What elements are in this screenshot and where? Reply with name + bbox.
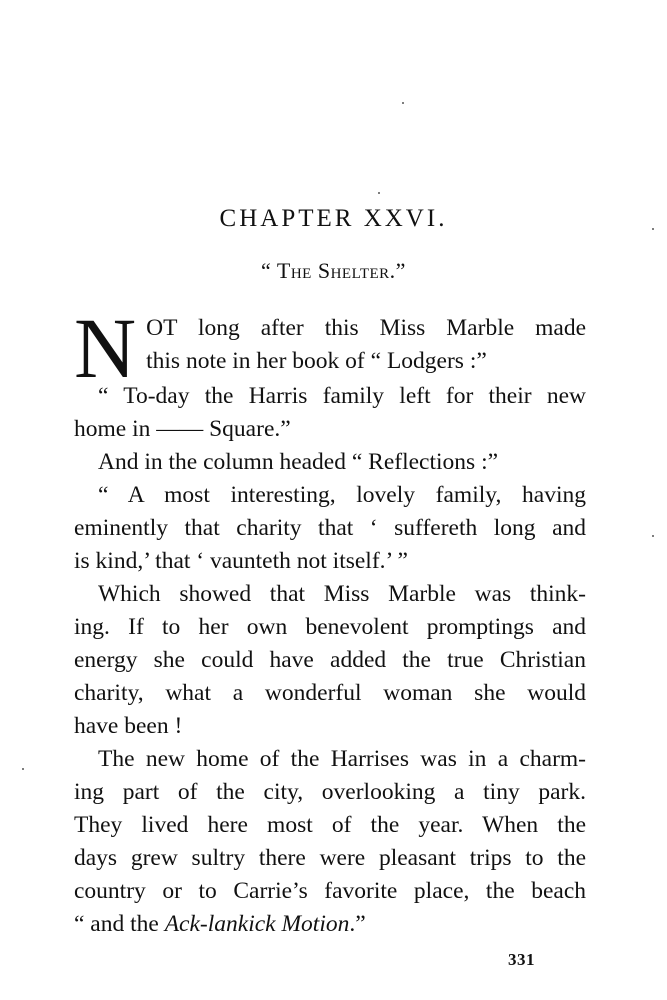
- page-number: 331: [508, 950, 535, 969]
- text-line: ing. If to her own benevolent promptings and: [74, 614, 586, 640]
- text-line: days grew sultry there were pleasant trips to the: [74, 845, 586, 871]
- opening-paragraph: [74, 312, 586, 380]
- body-text: [74, 312, 586, 941]
- chapter-title: “ The Shelter.”: [261, 258, 406, 283]
- text-line: country or to Carrie’s favorite place, the beach: [74, 878, 586, 904]
- text-line: OT long after this Miss Marble made: [146, 315, 586, 341]
- text-line: charity, what a wonderful woman she would: [74, 680, 586, 706]
- text-line: “ A most interesting, lovely family, having: [98, 482, 586, 508]
- text-line: this note in her book of “ Lodgers :”: [146, 348, 487, 374]
- paragraph-commentary: [74, 578, 586, 743]
- text-fragment: “ and the: [74, 911, 165, 937]
- italic-title: Ack-lankick Motion: [164, 911, 350, 937]
- scan-speck: [22, 768, 24, 770]
- drop-cap: N: [74, 312, 137, 380]
- text-line: energy she could have added the true Christian: [74, 647, 586, 673]
- text-line: is kind,’ that ‘ vaunteth not itself.’ ”: [74, 548, 408, 574]
- chapter-heading: CHAPTER XXVI.: [219, 205, 448, 232]
- text-line: home in —— Square.”: [74, 416, 291, 442]
- paragraph-reflection: [74, 479, 586, 578]
- scan-speck: [378, 192, 380, 194]
- scan-speck: [402, 102, 404, 104]
- paragraph-new-home: [74, 743, 586, 941]
- text-line: have been !: [74, 713, 183, 739]
- scan-speck: [652, 228, 654, 230]
- paragraph-reflections-heading: [74, 446, 586, 479]
- text-line: [74, 908, 586, 941]
- text-line: They lived here most of the year. When the: [74, 812, 586, 838]
- text-line: The new home of the Harrises was in a charm-: [98, 746, 586, 772]
- text-fragment: .”: [349, 911, 366, 937]
- text-line: Which showed that Miss Marble was think-: [98, 581, 586, 607]
- text-line: eminently that charity that ‘ suffereth long and: [74, 515, 586, 541]
- paragraph-diary-entry: [74, 380, 586, 446]
- text-line: ing part of the city, overlooking a tiny park.: [74, 779, 586, 805]
- text-line: And in the column headed “ Reflections :”: [98, 449, 499, 475]
- text-line: “ To-day the Harris family left for their new: [98, 383, 586, 409]
- scan-speck: [652, 535, 654, 537]
